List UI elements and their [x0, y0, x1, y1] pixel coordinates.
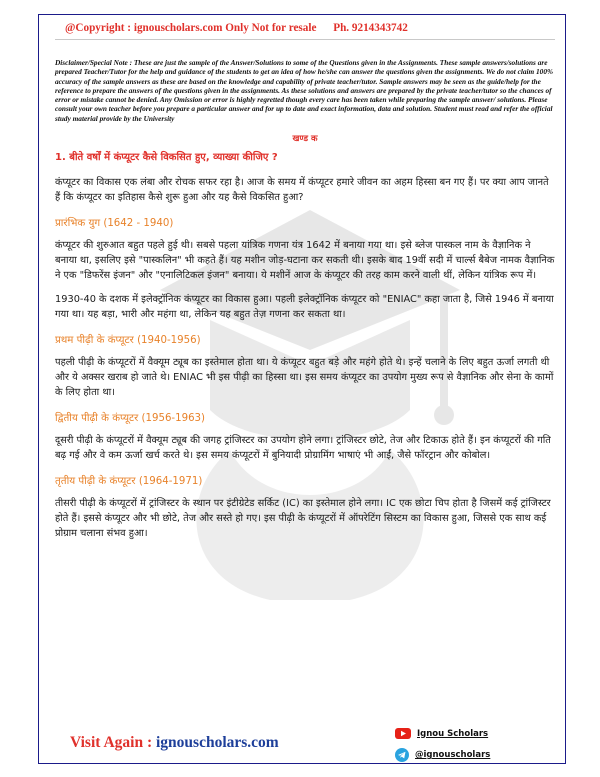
paragraph-third-gen: तीसरी पीढ़ी के कंप्यूटरों में ट्रांजिस्टर के स्थान पर इंटीग्रेटेड सर्किट (IC) का इस्तेमाल होने लगा। IC एक छोटा चिप होता है जिसमें कई ट्रांजिस्टर होते हैं। इससे कंप्यूटर और भी छोटे, तेज और सस्ते हो गए। इस पीढ़ी के कंप्यूटरों में ऑपरेटिंग सिस्टम का विकास हुआ, जिससे एक साथ कई प्रोग्राम चलाना संभव हुआ। [55, 498, 551, 540]
content-area [55, 22, 555, 541]
paragraph-early-2: 1930-40 के दशक में इलेक्ट्रॉनिक कंप्यूटर का विकास हुआ। पहली इलेक्ट्रॉनिक कंप्यूटर को "ENIAC" कहा जाता है, जिसे 1946 में बनाया गया था। यह बड़ा, भारी और महंगा था, लेकिन यह बहुत तेज़ गणना कर सकता था। [55, 294, 554, 321]
telegram-link[interactable] [395, 748, 490, 762]
intro-paragraph: कंप्यूटर का विकास एक लंबा और रोचक सफर रहा है। आज के समय में कंप्यूटर हमारे जीवन का अहम हिस्सा बन गए हैं। पर क्या आप जानते हैं कि कंप्यूटर का इतिहास कैसे शुरू हुआ और यह कैसे विकसित हुआ? [55, 177, 549, 204]
section-title-second-gen: द्वितीय पीढ़ी के कंप्यूटर (1956-1963) [55, 413, 206, 425]
copyright-line [65, 22, 555, 34]
site-link[interactable]: ignouscholars.com [155, 734, 279, 751]
youtube-label: Ignou Scholars [417, 728, 489, 739]
section-title-first-gen: प्रथम पीढ़ी के कंप्यूटर (1940-1956) [55, 335, 201, 347]
paragraph-first-gen: पहली पीढ़ी के कंप्यूटरों में वैक्यूम ट्यूब का इस्तेमाल होता था। ये कंप्यूटर बहुत बड़े और महंगे होते थे। इन्हें चलाने के लिए बहुत ऊर्जा लगती थी और ये अक्सर खराब हो जाते थे। ENIAC भी इस पीढ़ी का हिस्सा था। इस समय कंप्यूटर का उपयोग मुख्य रूप से वैज्ञानिक और सेना के कामों के लिए होता था। [55, 357, 554, 399]
copyright-text: @Copyright : ignouscholars.com Only Not for resale [65, 22, 317, 34]
youtube-icon [395, 728, 411, 739]
visit-label: Visit Again : [70, 734, 156, 751]
question-title: 1. बीते वर्षों में कंप्यूटर कैसे विकसित हुए, व्याख्या कीजिए ? [55, 152, 278, 164]
phone-number: Ph. 9214343742 [333, 22, 408, 34]
telegram-label: @ignouscholars [415, 750, 491, 760]
paragraph-second-gen: दूसरी पीढ़ी के कंप्यूटरों में वैक्यूम ट्यूब की जगह ट्रांजिस्टर का उपयोग होने लगा। ट्रांजिस्टर छोटे, तेज और टिकाऊ होते हैं। इन कंप्यूटरों की गति बढ़ गई और वे कम ऊर्जा खर्च करते थे। इस समय कंप्यूटरों में बुनियादी प्रोग्रामिंग भाषाएं भी आईं, जैसे फॉरट्रान और कोबोल। [55, 435, 551, 462]
disclaimer-text: Disclaimer/Special Note : These are just the sample of the Answer/Solutions to some of the Questions given in the Assignments. These sample answers/solutions are prepared Teacher/Tutor for the help and guidance of the students to get an idea of how he/she can answer the questions given the assignments. We do not claim 100% accuracy of the sample answers as these are based on the knowledge and capability of private teacher/tutor. Sample answers may be seen as the guide/help for the reference to prepare the answers of the questions given in the assignments. As these solutions and answers are prepared by the private teacher/tutor so the chances of error or mistake cannot be denied. Any Omission or error is highly regretted though every care has been taken while preparing the sample answer/ solutions. Please consult your own teacher before you prepare a particular answer and for up to date and exact information, data and solution. Student must read and refer the official study material provide by the University [55, 58, 554, 123]
section-heading: खण्ड क [292, 134, 318, 145]
footer-visit-line [70, 734, 279, 752]
section-title-third-gen: तृतीय पीढ़ी के कंप्यूटर (1964-1971) [55, 476, 203, 488]
telegram-icon [395, 748, 409, 762]
section-title-early-era: प्रारंभिक युग (1642 - 1940) [55, 218, 174, 230]
youtube-link[interactable] [395, 728, 488, 739]
paragraph-early-1: कंप्यूटर की शुरुआत बहुत पहले हुई थी। सबसे पहला यांत्रिक गणना यंत्र 1642 में बनाया गया था। इसे ब्लेज पास्कल नाम के वैज्ञानिक ने बनाया था, इसलिए इसे "पास्कलिन" भी कहते हैं। यह मशीन जोड़-घटाना कर सकती थी। इसके बाद 19वीं सदी में चार्ल्स बैबेज नामक वैज्ञानिक ने एक "डिफरेंस इंजन" और "एनालिटिकल इंजन" बनाया। ये मशीनें आज के कंप्यूटर की तरह काम करने वाली थीं, लेकिन यांत्रिक रूप में। [55, 240, 555, 282]
header-divider [55, 39, 555, 40]
